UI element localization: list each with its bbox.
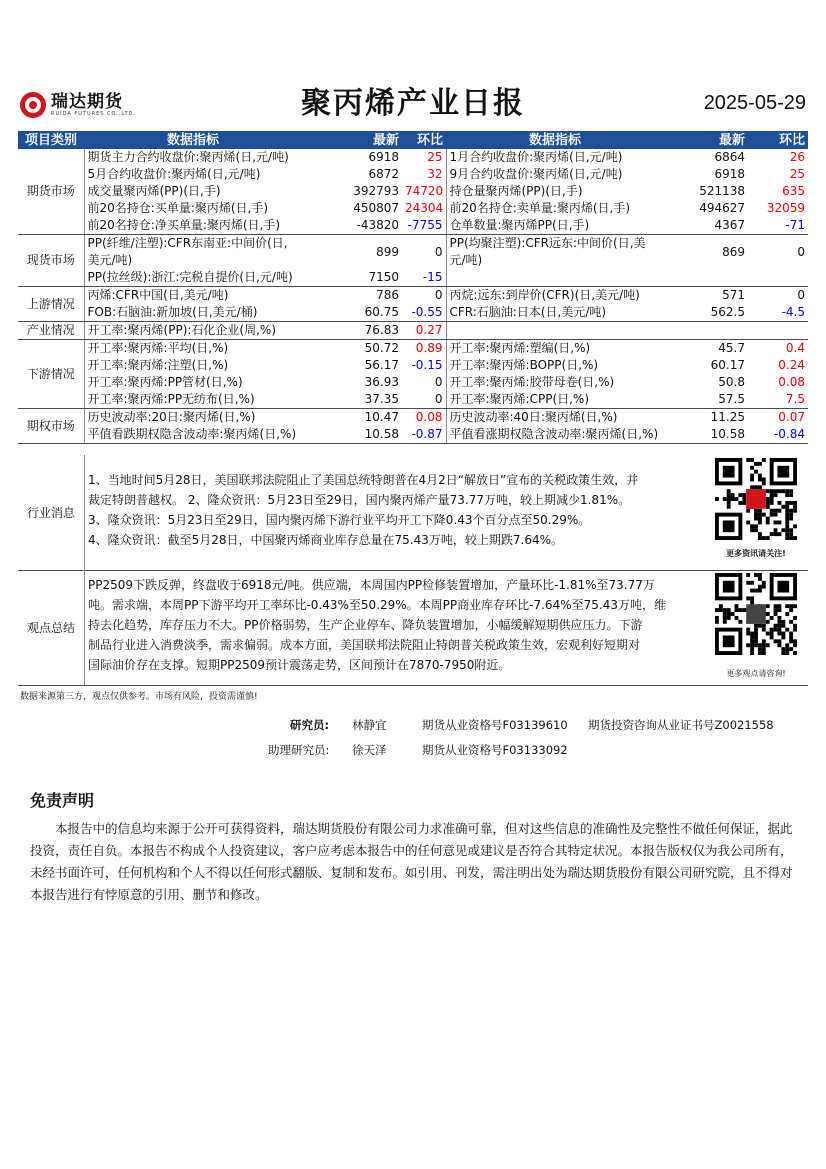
industry-news-section (18, 455, 808, 571)
header-category: 项目类别 (18, 131, 84, 149)
change-value: 25 (789, 167, 805, 181)
news-line: 3、隆众资讯：5月23日至29日，国内聚丙烯下游行业平均开工下降0.43个百分点至50.29%。 (88, 513, 591, 527)
table-row (18, 269, 808, 287)
latest-value: 50.72 (364, 341, 399, 355)
indicator-name: 开工率:聚丙烯:PP管材(日,%) (87, 375, 243, 389)
indicator-name: 平值看跌期权隐含波动率:聚丙烯(日,%) (84, 426, 302, 444)
change-value: 32 (402, 166, 446, 183)
table-row (18, 166, 808, 183)
latest-value: 56.17 (364, 358, 399, 372)
page-title: 聚丙烯产业日报 (301, 86, 525, 121)
latest-value: 562.5 (664, 304, 748, 322)
latest-value: 4367 (664, 217, 748, 235)
news-label: 行业消息 (18, 455, 85, 570)
table-row (18, 149, 808, 166)
change-value: 7.5 (748, 391, 808, 409)
latest-value: 521138 (699, 184, 745, 198)
risk-note: 数据来源第三方，观点仅供参考。市场有风险，投资需谨慎! (20, 692, 258, 702)
indicator-name: CFR:石脑油:日本(日,美元/吨) (446, 304, 664, 322)
indicator-name: PP(均聚注塑):CFR远东:中间价(日,美元/吨) (449, 236, 646, 267)
latest-value: 76.83 (302, 322, 402, 340)
qr-caption: 更多资讯请关注! (726, 549, 786, 558)
indicator-name: 历史波动率:20日:聚丙烯(日,%) (87, 410, 256, 424)
change-value: 635 (782, 184, 805, 198)
change-value: -7755 (402, 217, 446, 235)
indicator-name: FOB:石脑油:新加坡(日,美元/桶) (84, 304, 302, 322)
latest-value: 10.47 (364, 410, 399, 424)
indicator-name: PP(拉丝级):浙江:完税自提价(日,元/吨) (84, 269, 302, 287)
latest-value: 45.7 (718, 341, 745, 355)
header-latest: 最新 (664, 131, 748, 149)
header-latest: 最新 (302, 131, 402, 149)
change-value: 0 (402, 235, 446, 270)
change-value: 0 (402, 391, 446, 409)
indicator-name: 丙烷:远东:到岸价(CFR)(日,美元/吨) (449, 288, 640, 302)
view-text (88, 575, 698, 675)
change-value: 0.08 (778, 375, 805, 389)
latest-value: 57.5 (664, 391, 748, 409)
change-value: 0.08 (402, 409, 446, 427)
view-label: 观点总结 (18, 570, 85, 685)
news-line: 裁定特朗普越权。 2、隆众资讯：5月23日至29日，国内聚丙烯产量73.77万吨，较上期减少1.81%。 (88, 493, 631, 507)
view-line: 制品行业进入消费淡季，需求偏弱。成本方面，美国联邦法院阻止特朗普关税政策生效，宏观利好短期对 (88, 638, 641, 652)
change-value: -15 (402, 269, 446, 287)
latest-value: 786 (376, 288, 399, 302)
change-value (748, 269, 808, 287)
change-value: 74720 (402, 183, 446, 200)
qr-code-icon (715, 458, 797, 540)
latest-value: 60.75 (302, 304, 402, 322)
logo-name: 瑞达期货 (51, 92, 123, 112)
table-row (18, 426, 808, 444)
change-value: -0.15 (402, 357, 446, 374)
indicator-name: 成交量聚丙烯(PP)(日,手) (87, 184, 221, 198)
header-indicator: 数据指标 (84, 131, 302, 149)
indicator-name: 仓单数量:聚丙烯PP(日,手) (446, 217, 664, 235)
change-value: 0.24 (778, 358, 805, 372)
table-row (18, 183, 808, 200)
indicator-name: 1月合约收盘价:聚丙烯(日,元/吨) (449, 150, 623, 164)
table-row (18, 217, 808, 235)
table-row (18, 235, 808, 270)
change-value: 0.27 (402, 322, 446, 340)
indicator-name: 开工率:聚丙烯:BOPP(日,%) (449, 358, 599, 372)
indicator-name: 平值看涨期权隐含波动率:聚丙烯(日,%) (446, 426, 664, 444)
change-value: -71 (748, 217, 808, 235)
change-value: 32059 (766, 201, 805, 215)
change-value: 0 (797, 244, 805, 259)
table-row (18, 340, 808, 358)
latest-value: 11.25 (710, 410, 745, 424)
latest-value: -43820 (302, 217, 402, 235)
indicator-name: 开工率:聚丙烯:塑编(日,%) (449, 341, 591, 355)
researcher-name: 林静宜 (352, 718, 387, 732)
latest-value: 60.17 (710, 358, 745, 372)
indicator-name: PP(纤维/注塑):CFR东南亚:中间价(日,美元/吨) (87, 236, 288, 267)
qr-code-icon (715, 573, 797, 655)
table-row (18, 409, 808, 427)
indicator-name: 开工率:聚丙烯:胶带母卷(日,%) (449, 375, 615, 389)
table-row (18, 374, 808, 391)
change-value: -0.84 (748, 426, 808, 444)
data-table (18, 131, 808, 444)
view-line: 持去化趋势，库存压力不大。PP价格弱势，生产企业停车、降负装置增加，小幅缓解短期供应压力。下游 (88, 618, 643, 632)
latest-value: 899 (376, 244, 399, 259)
table-header-row (18, 131, 808, 149)
assistant-name: 徐天泽 (352, 743, 387, 757)
view-line: PP2509下跌反弹，终盘收于6918元/吨。供应端，本周国内PP检修装置增加，产量环比-1.81%至73.77万 (88, 578, 655, 592)
indicator-name: 前20名持仓:卖单量:聚丙烯(日,手) (449, 201, 631, 215)
latest-value: 571 (722, 288, 745, 302)
change-value: -0.87 (402, 426, 446, 444)
disclaimer-title: 免责声明 (30, 791, 95, 810)
latest-value: 6918 (714, 167, 745, 181)
indicator-name: 9月合约收盘价:聚丙烯(日,元/吨) (449, 167, 623, 181)
indicator-name: 开工率:聚丙烯:注塑(日,%) (87, 358, 229, 372)
header-change: 环比 (402, 131, 446, 149)
news-line: 4、隆众资讯：截至5月28日，中国聚丙烯商业库存总量在75.43万吨，较上期跌7.64%。 (88, 533, 564, 547)
table-row (18, 322, 808, 340)
indicator-name (446, 269, 664, 287)
change-value: 0.89 (402, 340, 446, 358)
researcher-label: 研究员: (290, 718, 330, 732)
header-change: 环比 (748, 131, 808, 149)
view-line: 吨。需求端，本周PP下游平均开工率环比-0.43%至50.29%。本周PP商业库存环比-7.64%至75.43万吨，维 (88, 598, 666, 612)
news-line: 1、当地时间5月28日，美国联邦法院阻止了美国总统特朗普在4月2日“解放日”宣布的关税政策生效，并 (88, 473, 639, 487)
latest-value: 50.8 (718, 375, 745, 389)
indicator-name (446, 322, 664, 340)
latest-value: 6864 (714, 150, 745, 164)
change-value: 0 (402, 287, 446, 305)
change-value: 0 (797, 288, 805, 302)
latest-value: 7150 (302, 269, 402, 287)
latest-value: 392793 (353, 184, 399, 198)
indicator-name: 前20名持仓:买单量:聚丙烯(日,手) (87, 201, 269, 215)
table-row (18, 200, 808, 217)
qr-caption: 更多观点请咨询! (726, 669, 786, 678)
view-summary-section (18, 570, 808, 686)
indicator-name: 5月合约收盘价:聚丙烯(日,元/吨) (87, 167, 261, 181)
change-value: 24304 (402, 200, 446, 217)
change-value (748, 322, 808, 340)
researcher-cert: 期货从业资格号F03139610 (422, 718, 568, 732)
logo-english: RUIDA FUTURES CO.,LTD. (51, 111, 137, 117)
change-value: 26 (789, 150, 805, 164)
indicator-name: 持仓量聚丙烯(PP)(日,手) (449, 184, 583, 198)
view-line: 国际油价存在支撑。短期PP2509预计震荡走势，区间预计在7870-7950附近。 (88, 658, 511, 672)
table-row (18, 357, 808, 374)
researcher-consult-cert: 期货投资咨询从业证书号Z0021558 (588, 718, 774, 732)
latest-value: 36.93 (364, 375, 399, 389)
change-value: 0.07 (778, 410, 805, 424)
table-row (18, 287, 808, 305)
news-text (88, 470, 698, 550)
latest-value: 869 (722, 244, 745, 259)
indicator-name: 开工率:聚丙烯(PP):石化企业(周,%) (84, 322, 302, 340)
category-cell: 下游情况 (18, 340, 84, 409)
latest-value: 10.58 (302, 426, 402, 444)
change-value: -4.5 (748, 304, 808, 322)
indicator-name: 开工率:聚丙烯:PP无纺布(日,%) (84, 391, 302, 409)
table-row (18, 304, 808, 322)
disclaimer-text: 本报告中的信息均来源于公开可获得资料，瑞达期货股份有限公司力求准确可靠，但对这些信息的准确性及完整性不做任何保证，据此投资，责任自负。本报告不构成个人投资建议，客户应考虑本报告中的任何意见或建议是否符合其特定状况。本报告版权仅为我公司所有，未经书面许可，任何机构和个人不得以任何形式翻版、复制和发布。如引用、刊发，需注明出处为瑞达期货股份有限公司研究院，且不得对本报告进行有悖原意的引用、删节和修改。 (30, 821, 793, 902)
report-header (0, 70, 826, 126)
category-cell: 期货市场 (18, 149, 84, 235)
report-date: 2025-05-29 (703, 92, 806, 114)
indicator-name: 期货主力合约收盘价:聚丙烯(日,元/吨) (87, 150, 289, 164)
change-value: 0 (402, 374, 446, 391)
table-row (18, 391, 808, 409)
category-cell: 现货市场 (18, 235, 84, 287)
latest-value: 6872 (368, 167, 399, 181)
indicator-name: 开工率:聚丙烯:平均(日,%) (87, 341, 229, 355)
latest-value: 6918 (368, 150, 399, 164)
header-indicator: 数据指标 (446, 131, 664, 149)
assistant-cert: 期货从业资格号F03133092 (422, 743, 568, 757)
latest-value: 450807 (353, 201, 399, 215)
indicator-name: 开工率:聚丙烯:CPP(日,%) (446, 391, 664, 409)
indicator-name: 历史波动率:40日:聚丙烯(日,%) (449, 410, 618, 424)
indicator-name: 丙烯:CFR中国(日,美元/吨) (87, 288, 229, 302)
indicator-name: 前20名持仓:净买单量:聚丙烯(日,手) (84, 217, 302, 235)
change-value: 25 (402, 149, 446, 166)
latest-value: 494627 (699, 201, 745, 215)
change-value: -0.55 (402, 304, 446, 322)
latest-value (664, 322, 748, 340)
latest-value: 10.58 (664, 426, 748, 444)
latest-value: 37.35 (302, 391, 402, 409)
category-cell: 上游情况 (18, 287, 84, 322)
assistant-label: 助理研究员: (268, 743, 330, 757)
latest-value (664, 269, 748, 287)
category-cell: 期权市场 (18, 409, 84, 444)
category-cell: 产业情况 (18, 322, 84, 340)
change-value: 0.4 (785, 341, 805, 355)
